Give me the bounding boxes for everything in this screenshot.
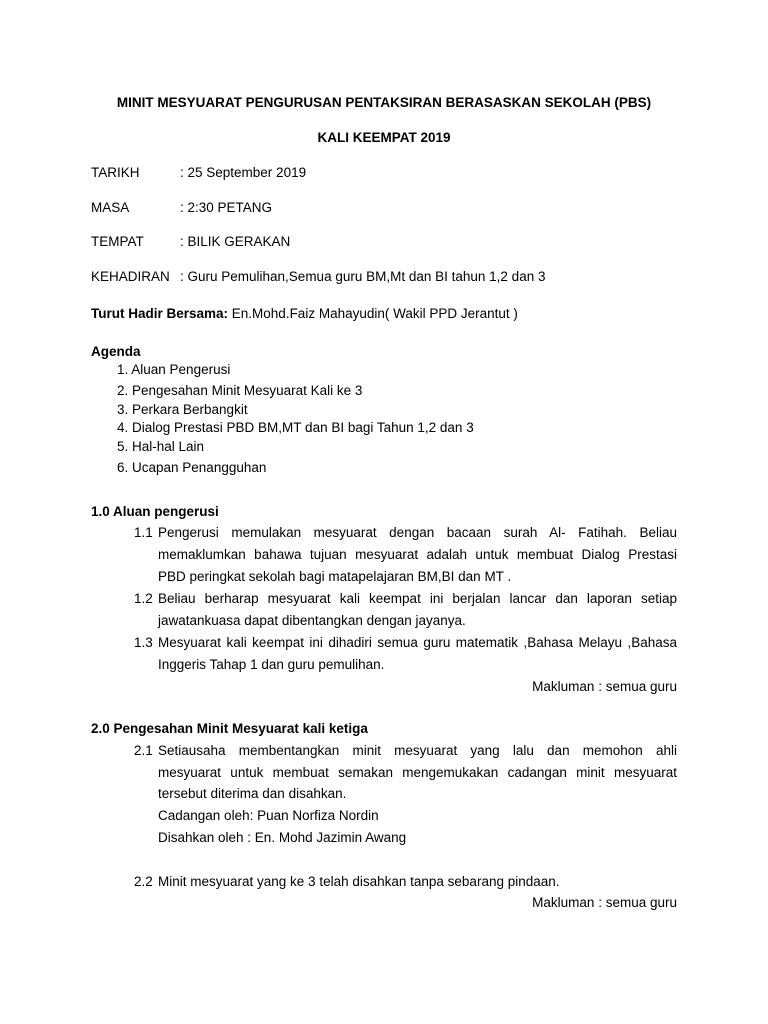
section1-item-number: 1.3 [134, 635, 153, 650]
info-label-tempat: TEMPAT [91, 234, 144, 249]
info-label-masa: MASA [91, 200, 130, 215]
document-title: MINIT MESYUARAT PENGURUSAN PENTAKSIRAN BERASASKAN SEKOLAH (PBS) [116, 95, 652, 110]
section1-heading: 1.0 Aluan pengerusi [91, 504, 219, 519]
section1-note: Makluman : semua guru [532, 679, 677, 694]
section1-item-line: memaklumkan bahawa tujuan mesyuarat adalah untuk membuat Dialog Prestasi [158, 547, 677, 562]
info-value-tarikh: : 25 September 2019 [180, 165, 307, 180]
section1-item-line: jawatankuasa dapat dibentangkan dengan jayanya. [158, 613, 466, 628]
section2-item-number: 2.1 [134, 743, 153, 758]
section1-item-line: Inggeris Tahap 1 dan guru pemulihan. [158, 657, 385, 672]
section1-item-line: PBD peringkat sekolah bagi matapelajaran BM,BI dan MT . [158, 569, 512, 584]
agenda-item: 3. Perkara Berbangkit [117, 402, 248, 417]
disahkan-line: Disahkan oleh : En. Mohd Jazimin Awang [158, 830, 407, 845]
agenda-item: 6. Ucapan Penangguhan [117, 460, 267, 475]
info-label-tarikh: TARIKH [91, 165, 140, 180]
section1-item-line: Mesyuarat kali keempat ini dihadiri semua guru matematik ,Bahasa Melayu ,Bahasa [158, 635, 677, 650]
section2-item-line: mesyuarat untuk membuat semakan mengemukakan cadangan minit mesyuarat [158, 765, 677, 780]
agenda-item: 5. Hal-hal Lain [117, 439, 205, 454]
section2-note: Makluman : semua guru [532, 895, 677, 910]
info-value-tempat: : BILIK GERAKAN [180, 234, 291, 249]
section2-item-line: Minit mesyuarat yang ke 3 telah disahkan tanpa sebarang pindaan. [158, 874, 560, 889]
document-subtitle: KALI KEEMPAT 2019 [317, 130, 451, 145]
turut-hadir-label: Turut Hadir Bersama: [91, 306, 229, 321]
section1-item-line: Beliau berharap mesyuarat kali keempat ini berjalan lancar dan laporan setiap [158, 591, 677, 606]
turut-hadir-line [91, 307, 518, 321]
agenda-item: 1. Aluan Pengerusi [117, 362, 231, 377]
section1-item-number: 1.2 [134, 591, 153, 606]
agenda-heading: Agenda [91, 344, 141, 359]
section2-item-line: Setiausaha membentangkan minit mesyuarat yang lalu dan memohon ahli [158, 743, 677, 758]
section2-item-number: 2.2 [134, 874, 153, 889]
agenda-item: 4. Dialog Prestasi PBD BM,MT dan BI bagi Tahun 1,2 dan 3 [117, 420, 474, 435]
info-value-masa: : 2:30 PETANG [180, 200, 273, 215]
section1-item-number: 1.1 [134, 525, 153, 540]
section2-item-line: tersebut diterima dan disahkan. [158, 786, 347, 801]
section2-heading: 2.0 Pengesahan Minit Mesyuarat kali ketiga [91, 721, 368, 736]
info-value-kehadiran: : Guru Pemulihan,Semua guru BM,Mt dan BI tahun 1,2 dan 3 [180, 269, 546, 284]
agenda-item: 2. Pengesahan Minit Mesyuarat Kali ke 3 [117, 383, 363, 398]
section1-item-line: Pengerusi memulakan mesyuarat dengan bacaan surah Al- Fatihah. Beliau [158, 525, 677, 540]
cadangan-line: Cadangan oleh: Puan Norfiza Nordin [158, 808, 379, 823]
info-label-kehadiran: KEHADIRAN [91, 269, 170, 284]
turut-hadir-value: En.Mohd.Faiz Mahayudin( Wakil PPD Jerantut ) [228, 306, 518, 321]
